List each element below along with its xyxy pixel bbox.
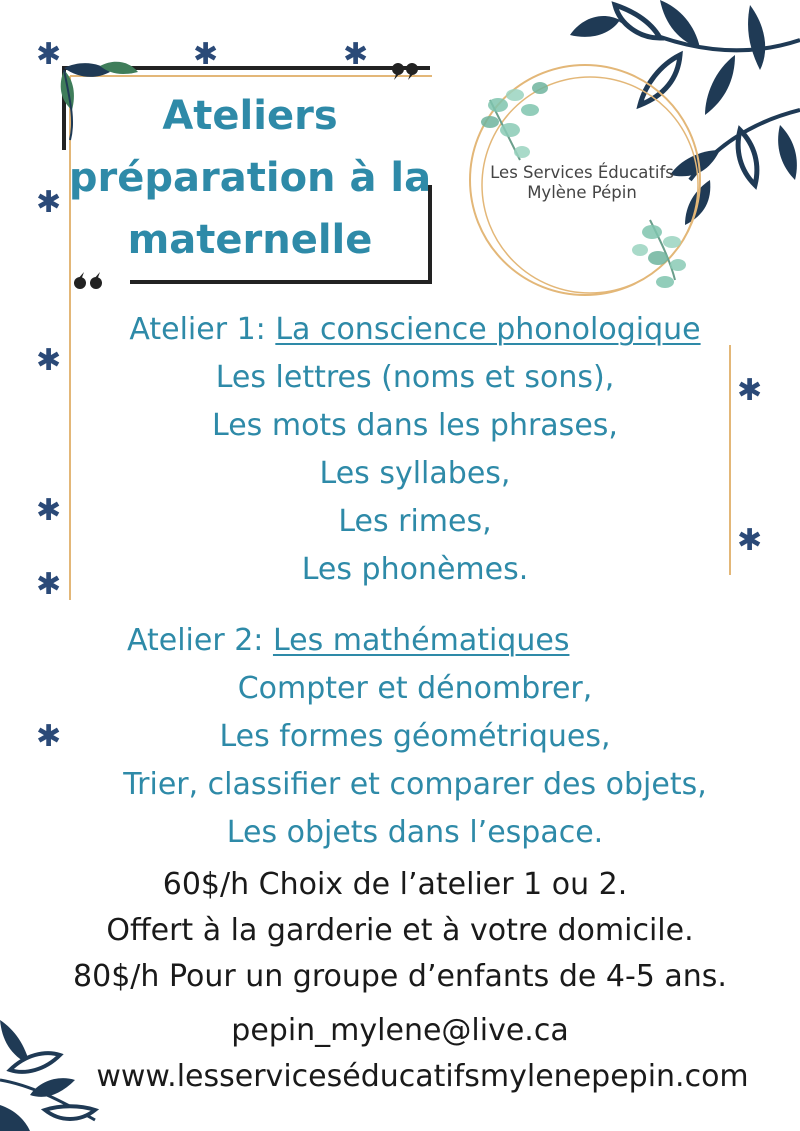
atelier-2-item: Les objets dans l’espace. — [226, 815, 604, 850]
title-line-2: préparation à la — [68, 155, 432, 201]
star-icon: ✱ — [737, 523, 763, 558]
star-icon: ✱ — [36, 37, 62, 72]
atelier-1-topic: La conscience phonologique — [275, 312, 701, 347]
logo-line-2: Mylène Pépin — [527, 183, 637, 202]
atelier-2-topic: Les mathématiques — [272, 623, 570, 658]
atelier-1-section — [0, 306, 800, 594]
atelier-2-item: Les formes géométriques, — [219, 719, 611, 754]
atelier-1-item: Les syllabes, — [319, 456, 511, 491]
pricing-section — [0, 862, 800, 1000]
page-title — [60, 85, 440, 271]
atelier-2-heading — [0, 617, 800, 665]
atelier-1-item: Les lettres (noms et sons), — [215, 360, 615, 395]
star-icon: ✱ — [36, 493, 62, 528]
contact-website[interactable]: www.lesservicesé​ducatifsmylenepepin.com — [96, 1059, 749, 1094]
atelier-1-item: Les phonèmes. — [301, 552, 529, 587]
atelier-1-heading — [0, 306, 800, 354]
contact-section — [0, 1008, 800, 1100]
pricing-line-3: 80$/h Pour un groupe d’enfants de 4-5 ans. — [73, 959, 727, 994]
star-icon: ✱ — [193, 37, 219, 72]
star-icon: ✱ — [36, 567, 62, 602]
atelier-1-item: Les rimes, — [338, 504, 492, 539]
star-icon: ✱ — [36, 185, 62, 220]
title-line-1: Ateliers — [162, 93, 338, 139]
atelier-2-section — [0, 617, 800, 857]
logo-text — [462, 163, 702, 203]
title-line-3: maternelle — [127, 217, 373, 263]
atelier-2-prefix: Atelier 2: — [127, 623, 273, 658]
atelier-1-item: Les mots dans les phrases, — [212, 408, 618, 443]
atelier-2-item: Compter et dénombrer, — [237, 671, 593, 706]
star-icon: ✱ — [343, 37, 369, 72]
atelier-2-item: Trier, classifier et comparer des objets, — [123, 767, 707, 802]
atelier-1-prefix: Atelier 1: — [129, 312, 276, 347]
logo-line-1: Les Services Éducatifs — [490, 163, 674, 182]
pricing-line-2: Offert à la garderie et à votre domicile. — [106, 913, 694, 948]
star-icon: ✱ — [737, 373, 763, 408]
star-icon: ✱ — [36, 719, 62, 754]
star-icon: ✱ — [36, 343, 62, 378]
contact-email[interactable]: pepin_mylene@live.ca — [231, 1013, 569, 1048]
pricing-line-1: 60$/h Choix de l’atelier 1 ou 2. — [162, 867, 628, 902]
